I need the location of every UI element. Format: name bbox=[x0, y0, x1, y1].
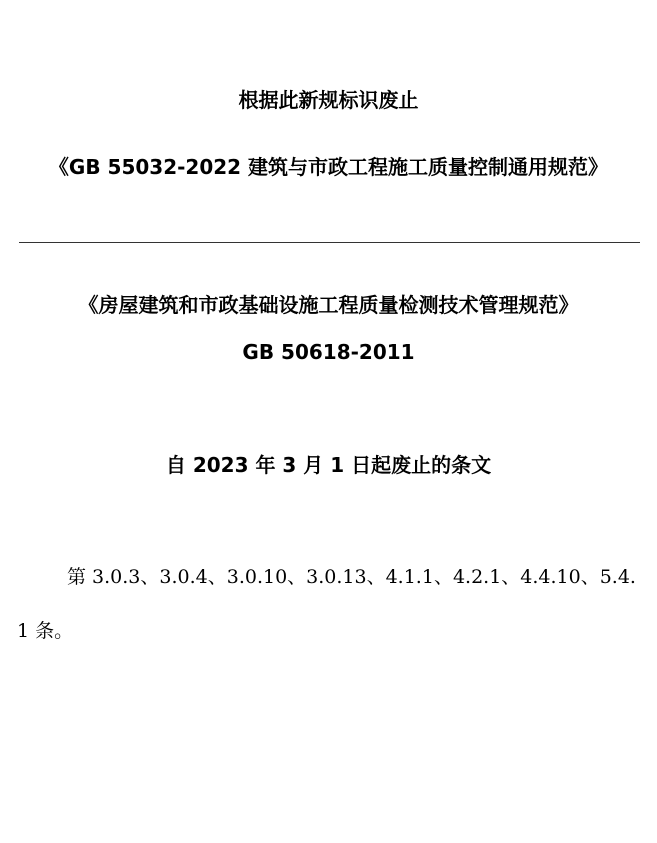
abolished-clauses-paragraph: 第 3.0.3、3.0.4、3.0.10、3.0.13、4.1.1、4.2.1、4.4.10、5.4.1 条。 bbox=[17, 566, 636, 642]
divider-line bbox=[19, 242, 640, 243]
superseded-standard-code: GB 50618-2011 bbox=[242, 340, 415, 364]
effective-date-heading: 自 2023 年 3 月 1 日起废止的条文 bbox=[165, 453, 492, 477]
superseded-standard-title: 《房屋建筑和市政基础设施工程质量检测技术管理规范》 bbox=[78, 293, 579, 317]
new-standard-title: 《GB 55032-2022 建筑与市政工程施工质量控制通用规范》 bbox=[48, 155, 609, 179]
notice-title: 根据此新规标识废止 bbox=[238, 88, 419, 112]
